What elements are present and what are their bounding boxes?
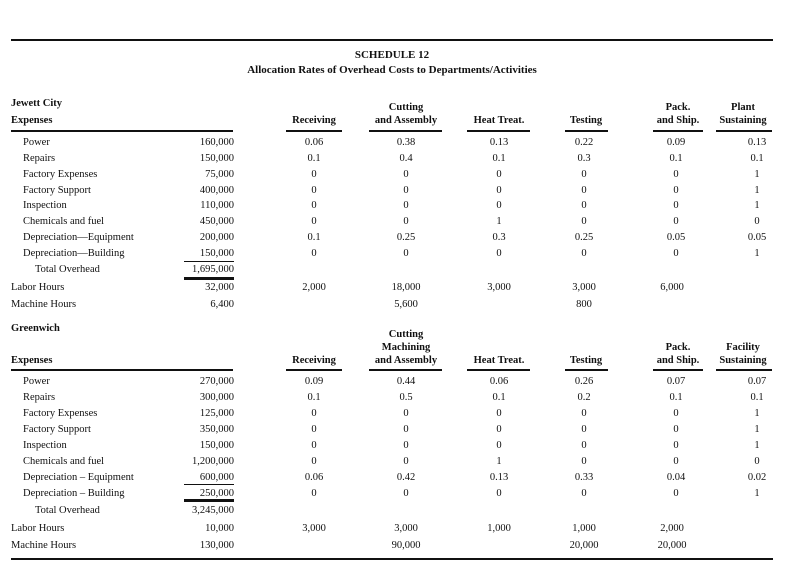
jewett-row-value: 0 [311,216,317,227]
jewett-row-value: 0 [311,200,317,211]
greenwich-header-receiving: Receiving [292,355,336,366]
jewett-row-amount: 110,000 [200,200,234,211]
greenwich-labor-value: 1,000 [487,523,511,534]
greenwich-total-label: Total Overhead [35,505,100,516]
greenwich-row-amount: 350,000 [199,424,234,435]
greenwich-row-value: 0.2 [577,392,591,403]
jewett-row-value: 0 [673,200,679,211]
greenwich-row-value: 1 [496,456,502,467]
jewett-row-value: 0 [673,169,679,180]
greenwich-row-value: 0.26 [574,376,594,387]
jewett-row-amount: 450,000 [199,216,234,227]
greenwich-header-testing: Testing [569,355,603,366]
jewett-header-cutting-1: Cutting [388,102,424,113]
jewett-row-value: 0 [754,216,760,227]
jewett-row-value: 0 [496,200,502,211]
jewett-header-heat: Heat Treat. [473,115,525,126]
greenwich-row-amount: 150,000 [199,440,234,451]
jewett-row-value: 0.1 [307,232,321,243]
jewett-row-value: 0 [403,169,409,180]
jewett-row-value: 0.4 [399,153,413,164]
greenwich-machine-value: 20,000 [569,540,599,551]
greenwich-row-value: 0 [311,440,317,451]
greenwich-expenses-label: Expenses [11,355,53,366]
greenwich-row-value: 0 [581,408,587,419]
greenwich-header-cutting-1: Cutting [388,329,424,340]
greenwich-building-double-underline [184,499,234,502]
greenwich-row-value: 0 [673,408,679,419]
jewett-row-value: 0 [496,185,502,196]
greenwich-row-value: 0.07 [666,376,686,387]
greenwich-labor-value: 3,000 [394,523,418,534]
jewett-row-value: 0 [581,216,587,227]
jewett-row-label: Depreciation—Building [23,248,125,259]
jewett-header-cutting-2: and Assembly [374,115,438,126]
greenwich-row-value: 0.1 [669,392,683,403]
greenwich-cutting-underline [369,369,442,371]
jewett-receiving-underline [286,130,342,132]
jewett-cutting-underline [369,130,442,132]
greenwich-row-label: Factory Support [23,424,91,435]
greenwich-row-value: 0 [581,488,587,499]
jewett-row-value: 1 [754,185,760,196]
jewett-row-value: 0.1 [307,153,321,164]
jewett-row-value: 0 [581,248,587,259]
greenwich-row-value: 0 [673,488,679,499]
jewett-machine-value: 5,600 [394,299,418,310]
jewett-row-value: 0 [311,185,317,196]
jewett-row-value: 0.06 [304,137,324,148]
jewett-expenses-label: Expenses [11,115,53,126]
greenwich-row-label: Depreciation – Building [23,488,125,499]
jewett-machine-value: 800 [576,299,592,310]
jewett-row-amount: 160,000 [199,137,234,148]
jewett-header-testing: Testing [569,115,603,126]
greenwich-row-value: 0 [496,408,502,419]
jewett-row-value: 0 [311,169,317,180]
greenwich-heat-underline [467,369,530,371]
jewett-row-value: 1 [496,216,502,227]
greenwich-equipment-underline [184,484,234,485]
jewett-row-value: 0 [311,248,317,259]
greenwich-row-value: 0 [403,456,409,467]
greenwich-row-value: 0 [496,424,502,435]
greenwich-row-value: 0 [403,424,409,435]
schedule-subtitle: Allocation Rates of Overhead Costs to Departments/Activities [247,64,537,76]
greenwich-row-amount: 125,000 [199,408,234,419]
greenwich-row-label: Factory Expenses [23,408,98,419]
jewett-row-value: 0.1 [492,153,506,164]
greenwich-row-amount: 300,000 [199,392,234,403]
greenwich-row-value: 0.1 [750,392,764,403]
greenwich-row-value: 0.04 [666,472,686,483]
jewett-row-value: 0.1 [750,153,764,164]
jewett-row-value: 1 [754,248,760,259]
top-rule [11,39,773,41]
jewett-header-receiving: Receiving [292,115,336,126]
jewett-row-value: 1 [754,200,760,211]
greenwich-row-amount: 250,000 [199,488,234,499]
greenwich-row-value: 0.42 [396,472,416,483]
greenwich-row-value: 0 [754,456,760,467]
greenwich-row-value: 1 [754,424,760,435]
bottom-rule [11,558,773,560]
jewett-row-value: 0.09 [666,137,686,148]
jewett-row-value: 0 [673,216,679,227]
jewett-header-plant-2: Sustaining [719,115,767,126]
greenwich-row-value: 0.5 [399,392,413,403]
jewett-row-value: 0.3 [492,232,506,243]
jewett-row-value: 0.05 [666,232,686,243]
greenwich-pack-underline [653,369,703,371]
greenwich-row-label: Depreciation – Equipment [23,472,134,483]
greenwich-row-value: 0.09 [304,376,324,387]
jewett-amount-underline [184,261,234,262]
jewett-row-label: Factory Support [23,185,91,196]
jewett-city-heading: Jewett City [11,98,63,109]
greenwich-row-value: 0 [496,440,502,451]
jewett-row-value: 0 [581,169,587,180]
greenwich-labor-amount: 10,000 [205,523,234,534]
greenwich-expenses-underline [11,369,233,371]
jewett-row-value: 1 [754,169,760,180]
jewett-expenses-underline [11,130,233,132]
jewett-labor-value: 3,000 [487,282,511,293]
jewett-row-amount: 150,000 [199,248,234,259]
greenwich-row-value: 0.1 [492,392,506,403]
greenwich-header-pack-1: Pack. [665,342,691,353]
jewett-machine-amount: 6,400 [210,299,234,310]
jewett-row-value: 0.38 [396,137,416,148]
jewett-row-value: 0 [403,185,409,196]
greenwich-row-value: 0.44 [396,376,416,387]
jewett-machine-label: Machine Hours [11,299,77,310]
greenwich-row-label: Power [23,376,50,387]
jewett-total-amount: 1,695,000 [192,264,234,275]
jewett-row-value: 0.1 [669,153,683,164]
jewett-pack-underline [653,130,703,132]
greenwich-machine-value: 20,000 [657,540,687,551]
jewett-row-label: Depreciation—Equipment [23,232,134,243]
greenwich-machine-value: 90,000 [391,540,421,551]
jewett-testing-underline [565,130,608,132]
jewett-row-amount: 150,000 [199,153,234,164]
greenwich-row-value: 0 [496,488,502,499]
greenwich-row-label: Chemicals and fuel [23,456,105,467]
greenwich-row-value: 0 [673,440,679,451]
jewett-labor-value: 2,000 [302,282,326,293]
jewett-row-value: 0.13 [489,137,509,148]
greenwich-row-value: 0.1 [307,392,321,403]
jewett-row-value: 0 [673,185,679,196]
jewett-labor-value: 3,000 [572,282,596,293]
jewett-row-value: 0 [403,216,409,227]
greenwich-row-value: 0 [403,440,409,451]
greenwich-row-value: 0.06 [304,472,324,483]
greenwich-machine-amount: 130,000 [199,540,234,551]
greenwich-total-amount: 3,245,000 [192,505,234,516]
greenwich-row-amount: 600,000 [199,472,234,483]
jewett-row-amount: 200,000 [199,232,234,243]
jewett-row-label: Inspection [23,200,67,211]
jewett-row-label: Chemicals and fuel [23,216,105,227]
jewett-row-label: Factory Expenses [23,169,98,180]
greenwich-header-heat: Heat Treat. [473,355,525,366]
jewett-row-amount: 75,000 [205,169,234,180]
jewett-header-pack-2: and Ship. [656,115,700,126]
greenwich-header-pack-2: and Ship. [656,355,700,366]
greenwich-testing-underline [565,369,608,371]
jewett-heat-underline [467,130,530,132]
jewett-row-value: 0 [581,200,587,211]
greenwich-row-value: 0 [311,456,317,467]
greenwich-row-value: 1 [754,488,760,499]
jewett-row-label: Repairs [23,153,56,164]
greenwich-row-value: 0 [581,456,587,467]
greenwich-facility-underline [716,369,772,371]
jewett-row-value: 0.22 [574,137,594,148]
jewett-labor-label: Labor Hours [11,282,65,293]
jewett-labor-amount: 32,000 [205,282,234,293]
jewett-row-value: 0 [403,248,409,259]
jewett-row-value: 0.25 [396,232,416,243]
jewett-row-value: 0 [496,169,502,180]
jewett-row-value: 0 [673,248,679,259]
greenwich-header-facility-2: Sustaining [719,355,767,366]
greenwich-labor-label: Labor Hours [11,523,65,534]
greenwich-row-amount: 1,200,000 [192,456,234,467]
greenwich-row-value: 0 [581,424,587,435]
jewett-labor-value: 18,000 [391,282,421,293]
schedule-title: SCHEDULE 12 [354,49,430,61]
jewett-row-value: 0.05 [747,232,767,243]
greenwich-header-facility-1: Facility [726,342,760,353]
greenwich-row-value: 0 [403,408,409,419]
greenwich-machine-label: Machine Hours [11,540,77,551]
greenwich-row-label: Inspection [23,440,67,451]
jewett-row-value: 0.25 [574,232,594,243]
greenwich-labor-value: 3,000 [302,523,326,534]
jewett-plant-underline [716,130,772,132]
greenwich-row-label: Repairs [23,392,56,403]
greenwich-row-value: 0 [673,456,679,467]
jewett-row-value: 0.3 [577,153,591,164]
greenwich-row-value: 0.06 [489,376,509,387]
jewett-row-value: 0.13 [747,137,767,148]
jewett-row-value: 0 [581,185,587,196]
greenwich-row-value: 0.33 [574,472,594,483]
jewett-total-label: Total Overhead [35,264,100,275]
greenwich-row-value: 0.07 [747,376,767,387]
greenwich-row-value: 1 [754,440,760,451]
greenwich-row-value: 0 [673,424,679,435]
jewett-header-pack-1: Pack. [665,102,691,113]
greenwich-row-value: 0 [581,440,587,451]
greenwich-header-cutting-3: and Assembly [374,355,438,366]
greenwich-row-value: 0.02 [747,472,767,483]
jewett-row-value: 0 [403,200,409,211]
greenwich-heading: Greenwich [11,323,60,334]
greenwich-labor-value: 1,000 [572,523,596,534]
greenwich-labor-value: 2,000 [660,523,684,534]
jewett-row-label: Power [23,137,50,148]
greenwich-header-cutting-2: Machining [381,342,431,353]
greenwich-receiving-underline [286,369,342,371]
jewett-labor-value: 6,000 [660,282,684,293]
jewett-row-amount: 400,000 [199,185,234,196]
greenwich-row-value: 1 [754,408,760,419]
greenwich-row-value: 0 [311,424,317,435]
jewett-header-plant-1: Plant [731,102,755,113]
greenwich-row-value: 0 [311,488,317,499]
jewett-row-value: 0 [496,248,502,259]
greenwich-row-value: 0.13 [489,472,509,483]
greenwich-row-value: 0 [403,488,409,499]
greenwich-row-amount: 270,000 [199,376,234,387]
greenwich-row-value: 0 [311,408,317,419]
jewett-total-double-underline [184,277,234,280]
